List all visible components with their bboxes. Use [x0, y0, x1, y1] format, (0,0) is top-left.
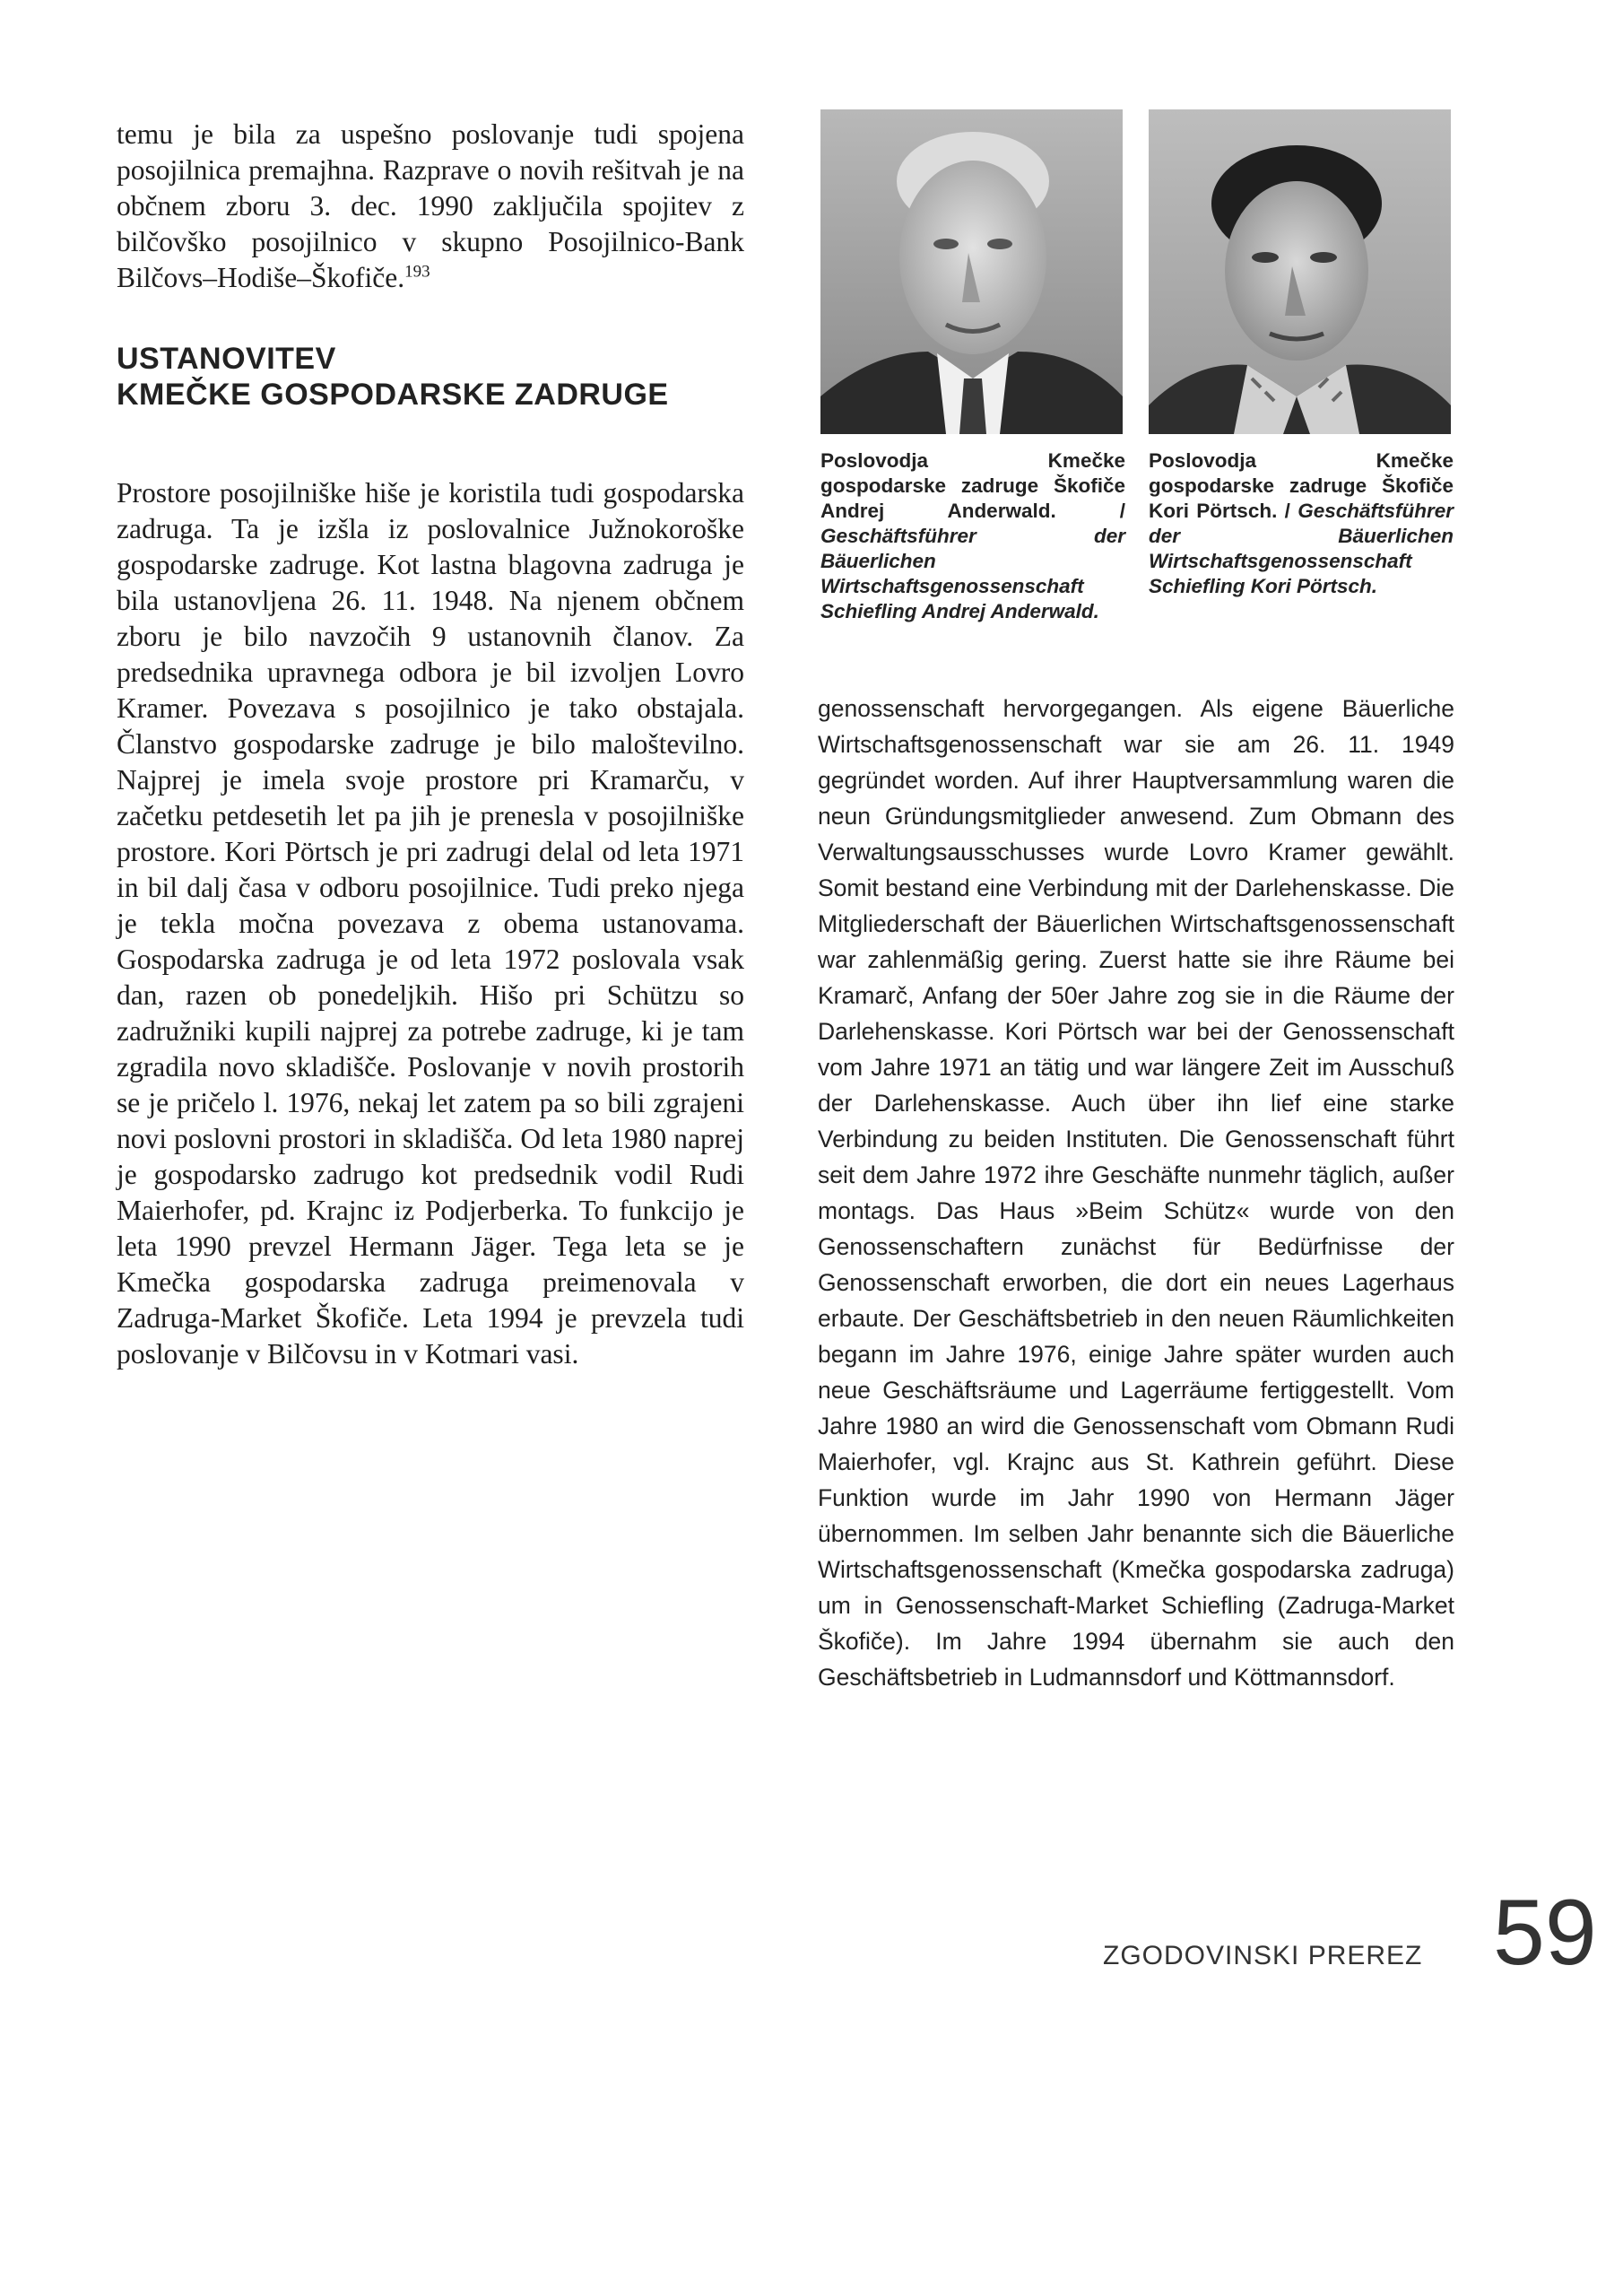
slovenian-body-paragraph: Prostore posojilniške hiše je koristila tudi gospodarska zadruga. Ta je izšla iz poslovalnice Južnokoroške gospodarske zadruge. Kot lastna blagovna zadruga je bila ustanovljena 26. 11. 1948. Na njenem občnem zboru je bilo navzočih 9 ustanovnih članov. Za predsednika upravnega odbora je bil izvoljen Lovro Kramer. Povezava s posojilnico je tako obstajala. Članstvo gospodarske zadruge je bilo maloštevilno. Najprej je imela svoje prostore pri Kramarču, v začetku petdesetih let pa jih je prenesla v posojilniške prostore. Kori Pörtsch je pri zadrugi delal od leta 1971 in bil dalj časa v odboru posojilnice. Tudi preko njega je tekla močna povezava z obema ustanovama. Gospodarska zadruga je od leta 1972 poslovala vsak dan, razen ob ponedeljkih. Hišo pri Schützu so zadružniki kupili najprej za potrebe zadruge, ki je tam zgradila novo skladišče. Poslovanje v novih prostorih se je pričelo l. 1976, nekaj let zatem pa so bili zgrajeni novi poslovni prostori in skladišča. Od leta 1980 naprej je gospodarsko zadrugo kot predsednik vodil Rudi Maierhofer, pd. Krajnc iz Podjerberka. To funkcijo je leta 1990 prevzel Hermann Jäger. Tega leta se je Kmečka gospodarska zadruga preimenovala v Zadruga-Market Škofiče. Leta 1994 je prevzela tudi poslovanje v Bilčovsu in v Kotmari vasi.: [117, 477, 744, 1370]
portrait-photo-poertsch: [1149, 109, 1451, 434]
intro-paragraph: temu je bila za uspešno poslovanje tudi spojena posojilnica premajhna. Razprave o novih rešitvah je na občnem zboru 3. dec. 1990 zaključila spojitev z bilčovško posojilnico v skupno Posojilnico-Bank Bilčovs–Hodiše–Škofiče.$^{193}$: [117, 118, 744, 293]
page-number: 59: [1493, 1881, 1597, 1985]
running-footer-title: ZGODOVINSKI PREREZ: [1103, 1941, 1423, 1970]
section-heading: [117, 341, 744, 413]
footnote-marker: 193: [404, 262, 430, 282]
photo-caption-poertsch: Poslovodja Kmečke gospodarske zadruge Škofiče Kori Pörtsch. / Geschäftsführer der Bäuerlichen Wirtschaftsgenossenschaft Schiefling Kori Pörtsch.: [1149, 449, 1454, 597]
portrait-photo-anderwald: [820, 109, 1123, 434]
right-column: [818, 691, 1454, 1695]
section-heading-line-1: USTANOVITEV: [117, 342, 336, 376]
photo-caption-anderwald: Poslovodja Kmečke gospodarske zadruge Škofiče Andrej Anderwald. / Geschäftsführer der Bäuerlichen Wirtschaftsgenossenschaft Schiefling Andrej Anderwald.: [820, 449, 1125, 622]
german-body-paragraph: genossenschaft hervorgegangen. Als eigene Bäuerliche Wirtschaftsgenossenschaft war sie am 26. 11. 1949 gegründet worden. Auf ihrer Hauptversammlung waren die neun Gründungsmitglieder anwesend. Zum Obmann des Verwaltungsausschusses wurde Lovro Kramer gewählt. Somit bestand eine Verbindung mit der Darlehenskasse. Die Mitgliederschaft der Bäuerlichen Wirtschaftsgenossenschaft war zahlenmäßig gering. Zuerst hatte sie ihre Räume bei Kramarč, Anfang der 50er Jahre zog sie in die Räume der Darlehenskasse. Kori Pörtsch war bei der Genossenschaft vom Jahre 1971 an tätig und war längere Zeit im Ausschuß der Darlehenskasse. Auch über ihn lief eine starke Verbindung zu beiden Instituten. Die Genossenschaft führt seit dem Jahre 1972 ihre Geschäfte nunmehr täglich, außer montags. Das Haus »Beim Schütz« wurde von den Genossenschaftern zunächst für Bedürfnisse der Genossenschaft erworben, die dort ein neues Lagerhaus erbaute. Der Geschäftsbetrieb in den neuen Räumlichkeiten begann im Jahre 1976, einige Jahre später wurden auch neue Geschäftsräume und Lagerräume fertiggestellt. Vom Jahre 1980 an wird die Genossenschaft vom Obmann Rudi Maierhofer, vgl. Krajnc aus St. Kathrein geführt. Diese Funktion wurde im Jahr 1990 von Hermann Jäger übernommen. Im selben Jahr benannte sich die Bäuerliche Wirtschaftsgenossenschaft (Kmečka gospodarska zadruga) um in Genossenschaft-Market Schiefling (Zadruga-Market Škofiče). Im Jahre 1994 übernahm sie auch den Geschäftsbetrieb in Ludmannsdorf und Köttmannsdorf.: [818, 695, 1454, 1691]
section-heading-line-2: KMEČKE GOSPODARSKE ZADRUGE: [117, 378, 669, 412]
left-column: [117, 117, 744, 1372]
